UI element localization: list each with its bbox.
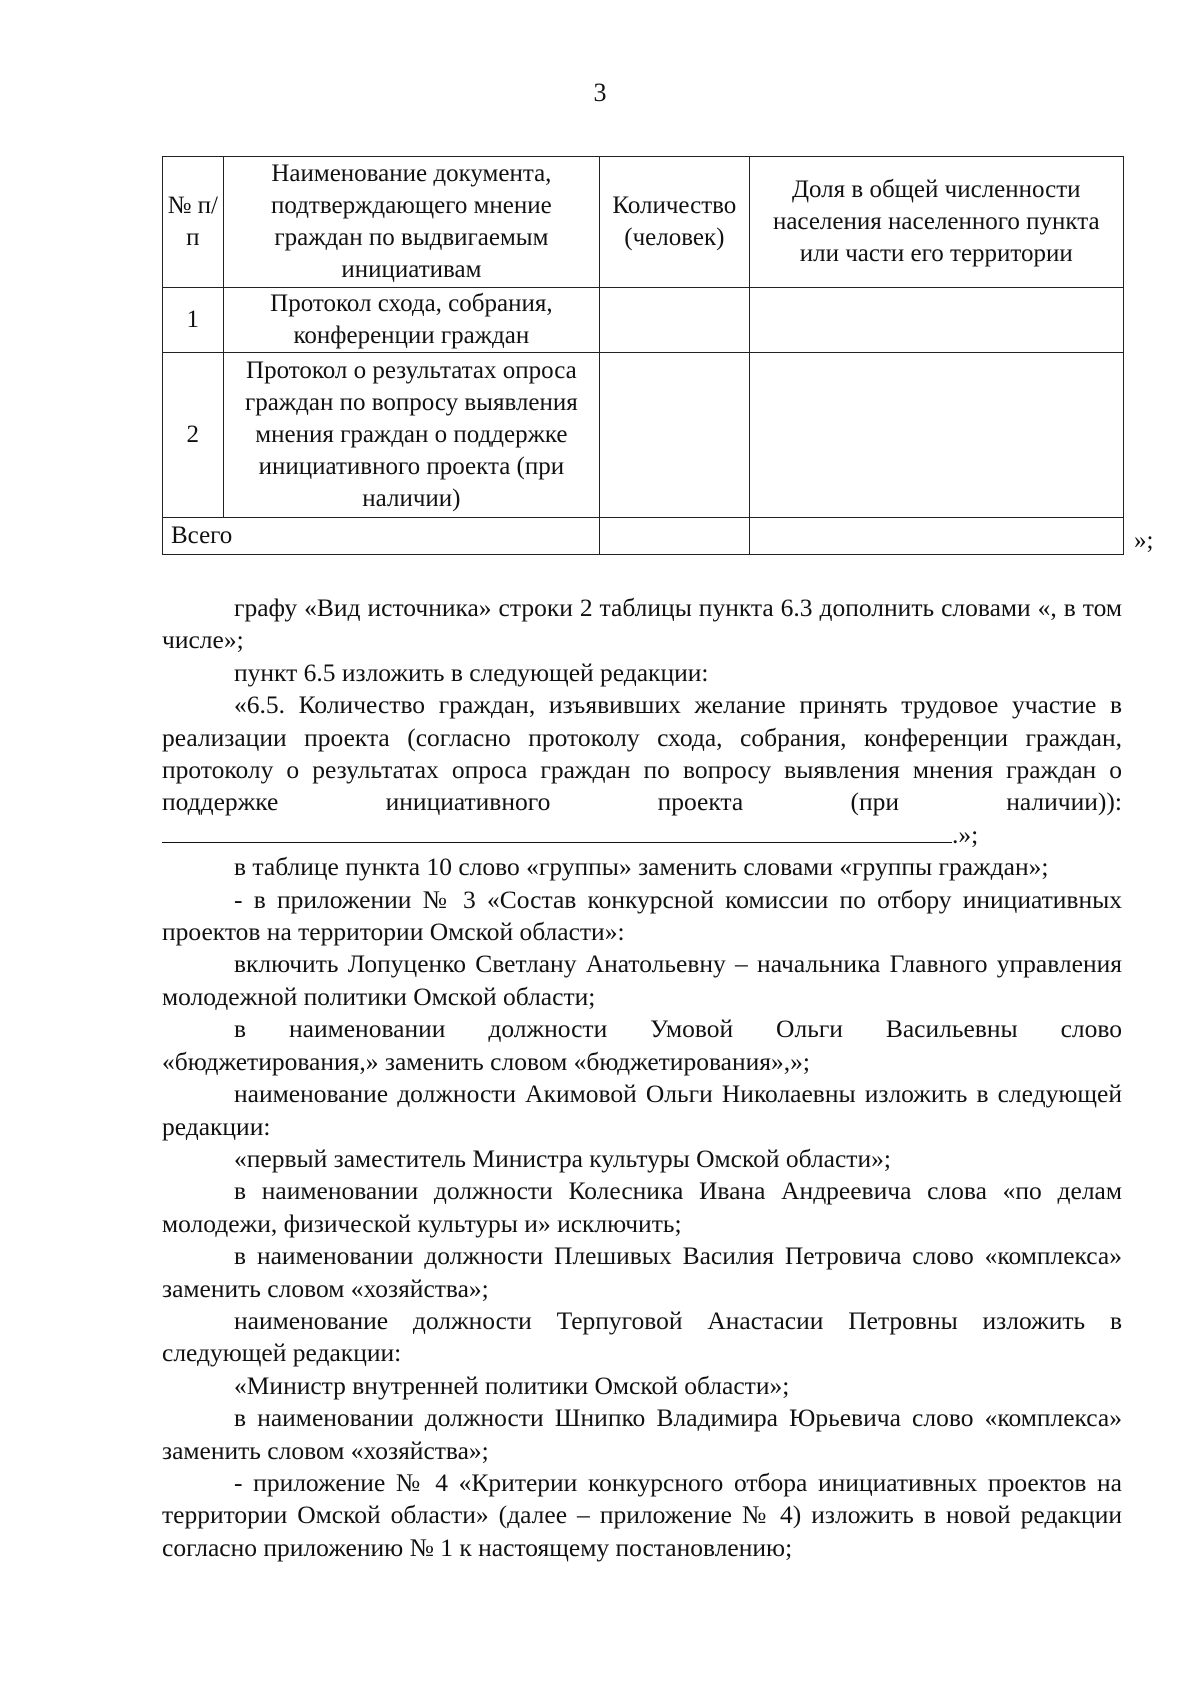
paragraph: в наименовании должности Колесника Ивана Андреевича слова «по делам молодежи, физической культуры и» исключить; <box>162 1176 1122 1238</box>
item-6-5-ending: .»; <box>952 819 979 849</box>
table-row <box>163 353 1124 518</box>
total-share <box>749 518 1123 555</box>
total-count <box>600 518 749 555</box>
header-number: № п/п <box>163 157 224 288</box>
citizen-opinion-table <box>162 156 1124 555</box>
paragraph: пункт 6.5 изложить в следующей редакции: <box>234 657 709 687</box>
paragraph: в таблице пункта 10 слово «группы» заменить словами «группы граждан»; <box>234 852 1049 882</box>
header-count: Количество (человек) <box>600 157 749 288</box>
header-share: Доля в общей численности населения населенного пункта или части его территории <box>749 157 1123 288</box>
total-label: Всего <box>163 518 600 555</box>
paragraph: в наименовании должности Шнипко Владимира Юрьевича слово «комплекса» заменить словом «хозяйства»; <box>162 1403 1122 1465</box>
paragraph: «первый заместитель Министра культуры Омской области»; <box>234 1143 891 1173</box>
paragraph: наименование должности Акимовой Ольги Николаевны изложить в следующей редакции: <box>162 1079 1122 1141</box>
row-share <box>749 353 1123 518</box>
row-count <box>600 353 749 518</box>
paragraph: включить Лопуценко Светлану Анатольевну – начальника Главного управления молодежной политики Омской области; <box>162 949 1122 1011</box>
row-number: 1 <box>163 288 224 353</box>
paragraph: в наименовании должности Плешивых Василия Петровича слово «комплекса» заменить словом «хозяйства»; <box>162 1241 1122 1303</box>
table-closing-quote: »; <box>1134 527 1154 554</box>
item-6-5-text: «6.5. Количество граждан, изъявивших желание принять трудовое участие в реализации проекта (согласно протоколу схода, собрания, конференции граждан, протоколу о результатах опроса граждан по вопросу выявления мнения граждан о поддержке инициативного проекта (при наличии)): <box>162 690 1122 817</box>
paragraph: - приложение № 4 «Критерии конкурсного отбора инициативных проектов на территории Омской области» (далее – приложение № 4) изложить в новой редакции согласно приложению № 1 к настоящему постановлению; <box>162 1467 1122 1562</box>
table-row <box>163 288 1124 353</box>
row-document-name: Протокол о результатах опроса граждан по вопросу выявления мнения граждан о поддержке инициативного проекта (при наличии) <box>223 353 600 518</box>
page-number: 3 <box>593 78 607 107</box>
row-document-name: Протокол схода, собрания, конференции граждан <box>223 288 600 353</box>
paragraph: графу «Вид источника» строки 2 таблицы пункта 6.3 дополнить словами «, в том числе»; <box>162 593 1122 655</box>
paragraph-item-6-5 <box>162 689 1122 851</box>
row-count <box>600 288 749 353</box>
header-document-name: Наименование документа, подтверждающего мнение граждан по выдвигаемым инициативам <box>223 157 600 288</box>
row-number: 2 <box>163 353 224 518</box>
fill-in-blank <box>162 822 952 843</box>
table-total-row <box>163 518 1124 555</box>
table-header-row <box>163 157 1124 288</box>
paragraph: в наименовании должности Умовой Ольги Васильевны слово «бюджетирования,» заменить словом «бюджетирования»,»; <box>162 1014 1122 1076</box>
amendment-text <box>162 592 1122 1564</box>
paragraph: наименование должности Терпуговой Анастасии Петровны изложить в следующей редакции: <box>162 1305 1122 1368</box>
paragraph: - в приложении № 3 «Состав конкурсной комиссии по отбору инициативных проектов на территории Омской области»: <box>162 884 1122 947</box>
paragraph: «Министр внутренней политики Омской области»; <box>234 1370 790 1400</box>
row-share <box>749 288 1123 353</box>
